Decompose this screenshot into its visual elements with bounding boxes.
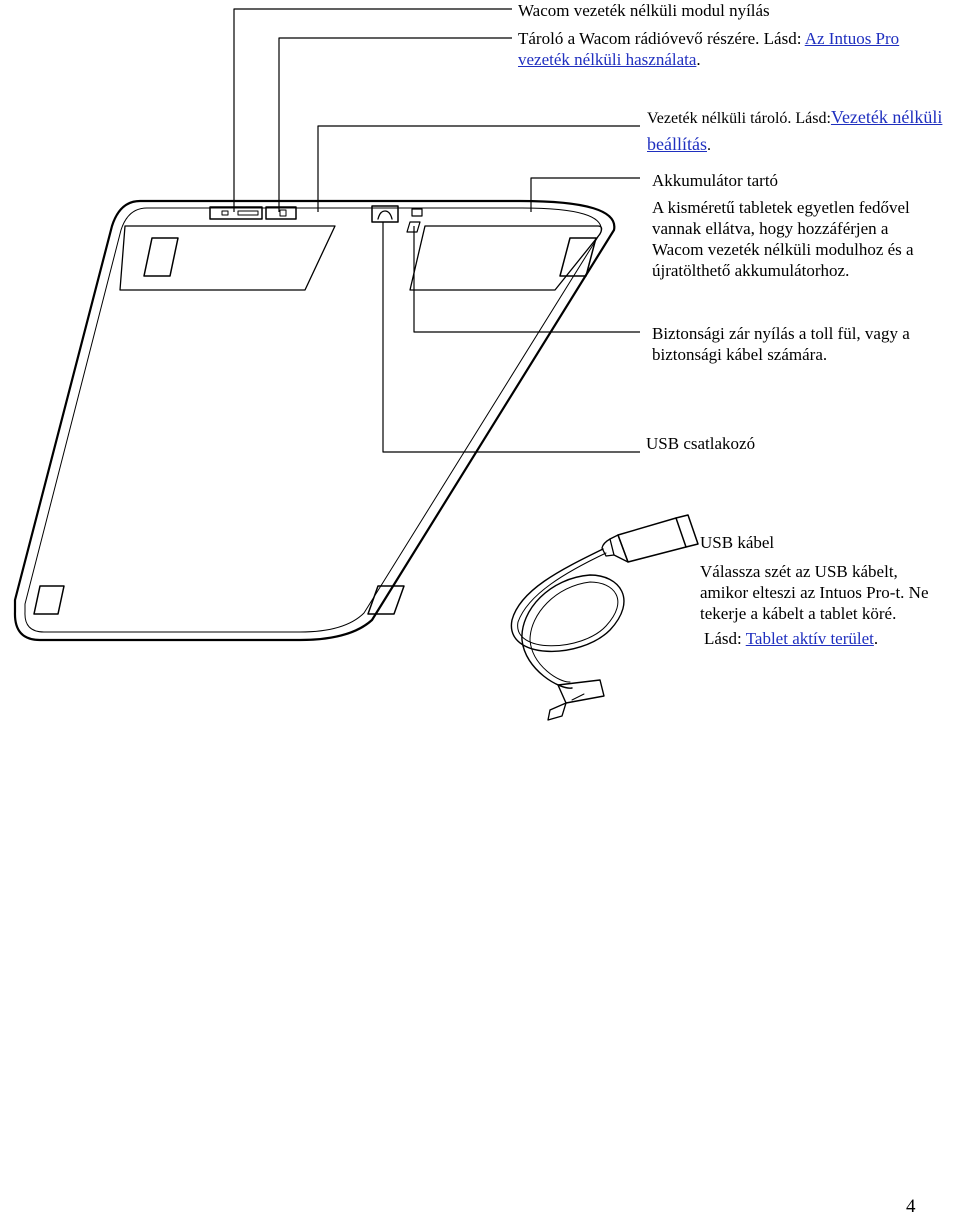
battery-cover [410,226,602,290]
security-slot-line: biztonsági kábel számára. [652,345,828,364]
usb-cable-line: amikor elteszi az Intuos Pro-t. Ne [700,583,929,602]
receiver-storage-callout: Tároló a Wacom rádióvevő részére. Lásd: Az Intuos Pro vezeték nélküli használata. [518,29,900,69]
usb-cable-line: tekerje a kábelt a tablet köré. [700,604,897,623]
foot-top-right [560,238,596,276]
security-slot-line: Biztonsági zár nyílás a toll fül, vagy a [652,324,910,343]
left-compartment [120,226,335,290]
link-tablet-active-area[interactable]: Tablet aktív terület [745,629,874,648]
battery-holder-line: újratölthető akkumulátorhoz. [652,261,850,280]
foot-bottom-right [368,586,404,614]
link-intuos-wireless-use-cont[interactable]: vezeték nélküli használata [518,50,697,69]
page-number: 4 [906,1196,916,1217]
battery-holder-title: Akkumulátor tartó [652,171,779,190]
receiver-storage-text: Tároló a Wacom rádióvevő részére. Lásd: [518,29,805,48]
receiver-port [266,207,296,219]
usb-cable-callout: USB kábel Válassza szét az USB kábelt, amikor elteszi az Intuos Pro-t. Ne tekerje a kábelt a tablet köré. Lásd: Tablet aktív terület. [700,532,955,649]
battery-holder-callout [652,170,957,281]
link-intuos-wireless-use[interactable]: Az Intuos Pro [804,29,900,48]
security-slot-callout [652,323,957,365]
usb-cable-see-prefix: Lásd: [704,629,746,648]
battery-holder-line: Wacom vezeték nélküli modulhoz és a [652,240,914,259]
tablet-outline [15,201,614,640]
usb-cable-title: USB kábel [700,533,775,552]
link-wireless-setup[interactable]: Vezeték nélküli [830,107,943,127]
foot-top-left [144,238,178,276]
module-slot-port [210,207,262,219]
wireless-storage-text: Vezeték nélküli tároló. Lásd: [647,110,831,127]
leader-lines [234,9,640,452]
link-wireless-setup-cont[interactable]: beállítás [647,134,707,154]
security-slot [412,209,422,216]
usb-cable-drawing [511,515,698,720]
foot-bottom-left [34,586,64,614]
wireless-storage-callout: Vezeték nélküli tároló. Lásd:Vezeték nélküli beállítás. [647,107,943,154]
usb-connector-callout: USB csatlakozó [646,434,756,453]
module-slot-callout: Wacom vezeték nélküli modul nyílás [518,1,770,20]
battery-holder-line: A kisméretű tabletek egyetlen fedővel [652,198,910,217]
usb-cable-line: Válassza szét az USB kábelt, [700,562,898,581]
battery-holder-line: vannak ellátva, hogy hozzáférjen a [652,219,889,238]
